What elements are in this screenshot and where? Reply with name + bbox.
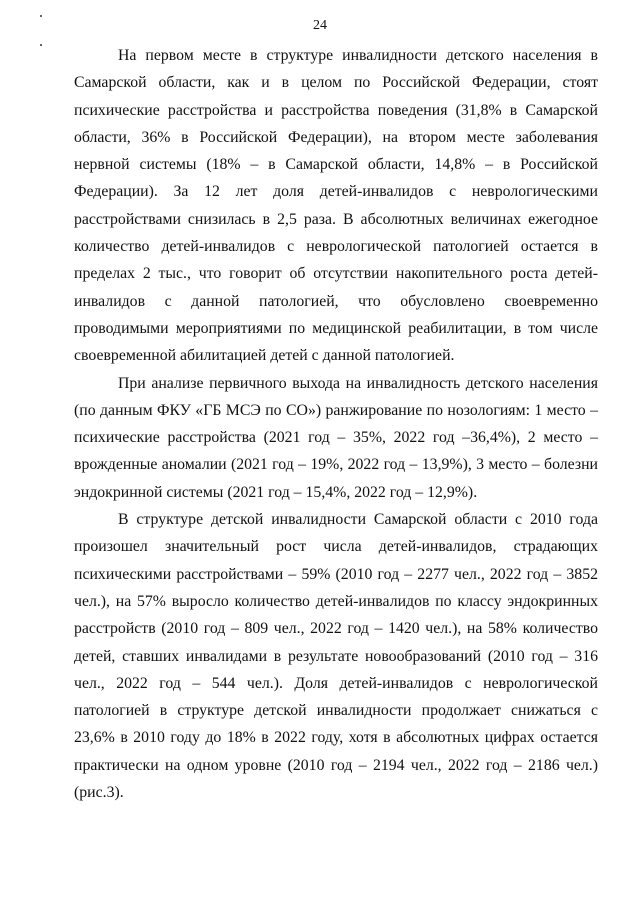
paragraph-primary-disability: При анализе первичного выхода на инвалидность детского населения (по данным ФКУ «ГБ МСЭ по СО») ранжирование по нозологиям: 1 место – психические расстройства (2021 год – 35%, 2022 год –36,4%), 2 место – врожденные аномалии (2021 год – 19%, 2022 год – 13,9%), 3 место – болезни эндокринной системы (2021 год – 15,4%, 2022 год – 12,9%). [74, 374, 598, 501]
scan-speck [40, 44, 42, 46]
paragraph-disability-structure: На первом месте в структуре инвалидности детского населения в Самарской области, как и в целом по Российской Федерации, стоят психические расстройства и расстройства поведения (31,8% в Самарской области, 36% в Российской Федерации), на втором месте заболевания нервной системы (18% – в Самарской области, 14,8% – в Российской Федерации). За 12 лет доля детей-инвалидов с неврологическими расстройствами снизилась в 2,5 раза. В абсолютных величинах ежегодное количество детей-инвалидов с неврологической патологией остается в пределах 2 тыс., что говорит об отсутствии накопительного роста детей-инвалидов с данной патологией, что обусловлено своевременно проводимыми мероприятиями по медицинской реабилитации, в том числе своевременной абилитацией детей с данной патологией. [74, 47, 598, 365]
page-number: 24 [313, 18, 327, 33]
scan-speck [40, 15, 42, 17]
body-text [74, 42, 598, 806]
paragraph-disability-trends: В структуре детской инвалидности Самарской области с 2010 года произошел значительный рост числа детей-инвалидов, страдающих психическими расстройствами – 59% (2010 год – 2277 чел., 2022 год – 3852 чел.), на 57% выросло количество детей-инвалидов по классу эндокринных расстройств (2010 год – 809 чел., 2022 год – 1420 чел.), на 58% количество детей, ставших инвалидами в результате новообразований (2010 год – 316 чел., 2022 год – 544 чел.). Доля детей-инвалидов с неврологической патологией в структуре детской инвалидности продолжает снижаться с 23,6% в 2010 году до 18% в 2022 году, хотя в абсолютных цифрах остается практически на одном уровне (2010 год – 2194 чел., 2022 год – 2186 чел.) (рис.3). [74, 511, 598, 802]
